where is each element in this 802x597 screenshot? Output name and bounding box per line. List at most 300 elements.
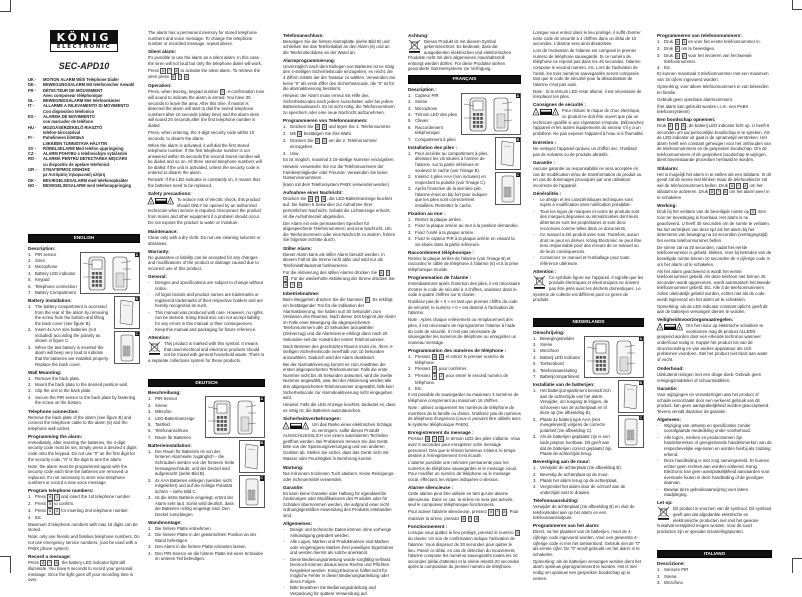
list-marker: - bbox=[533, 196, 535, 202]
list-marker: 2. bbox=[28, 501, 32, 507]
list-marker: 2. bbox=[657, 573, 661, 579]
list-marker: 7. bbox=[28, 289, 32, 295]
language-title: Con dispositivo telefonico bbox=[43, 108, 95, 114]
section-heading: Inbetriebnahme: bbox=[283, 290, 320, 296]
bullet-list-item bbox=[533, 255, 644, 266]
figure-b bbox=[618, 380, 644, 413]
list-item-text: Compartiment à piles bbox=[415, 136, 456, 142]
numbered-list-item bbox=[657, 53, 772, 65]
paragraph: De sirene zal na 20 seconden, nadat het eerste telefoonnummer is gebeld, klinken. Voer bij betreden van de beveiligde ruimte binnen 10 seconden de 4 cijferige code in om het alarm uit te schakelen. bbox=[657, 244, 772, 267]
figure-c bbox=[114, 331, 140, 364]
numbered-list-item bbox=[28, 258, 77, 264]
list-item-text: Conservez ce manuel et l'emballage pour toute référence ultérieure. bbox=[540, 255, 630, 266]
list-marker: 1. bbox=[148, 526, 152, 532]
list-item-text: Microfoon bbox=[540, 348, 559, 354]
keypad-key-icon: * bbox=[387, 270, 389, 275]
svg-text:!: ! bbox=[150, 199, 152, 205]
list-marker: 3. bbox=[533, 434, 537, 440]
list-item-text: Etc. bbox=[664, 65, 672, 71]
list-item-text: Druk # om te bevestigen. bbox=[664, 45, 716, 51]
paragraph: Pressez 8 * 8 , le témoin LED des piles s'allume. Vous avez 6 secondes pour enregistrer votre message personnel. Dès que le témoin lumineux s'éteint, le temps destiné à l'enregistrement s'est écoulé. bbox=[408, 435, 521, 459]
list-item-text: Siren bbox=[35, 258, 46, 264]
language-section-header: NEDERLANDS bbox=[533, 318, 644, 326]
section-heading: Een boodschap opnemen: bbox=[657, 117, 716, 123]
numbered-list-item bbox=[657, 567, 772, 573]
list-item-text: Bevestig de achterplaat op de muur. bbox=[540, 471, 609, 477]
figure-label: B bbox=[260, 441, 264, 446]
paragraph: Press 8 * 8 , the battery LED indicator light will illuminate. You have 6 seconds to record your personal message. Once the light goes off your recording time is over. bbox=[28, 559, 134, 583]
bullet-list-item bbox=[283, 539, 396, 556]
section-heading: Entretien : bbox=[533, 140, 557, 146]
figure-label: C bbox=[135, 331, 139, 336]
list-marker: 3. bbox=[28, 344, 32, 350]
language-code: DK - bbox=[28, 177, 37, 183]
notice-text: Dieses Produkt ist mit diesem Symbol gekennzeichnet. Es bedeutet, dass die ausgedienten elektrischen und elektronischen Produkte nicht mit dem allgemeinen Haushaltsmüll entsorgt werden dürfen. Für diese Produkte stehen gesonderte Sammelsysteme zur Verfügung. bbox=[408, 38, 512, 72]
numbered-list-item bbox=[28, 290, 77, 296]
caution-warning-icon bbox=[283, 422, 309, 432]
notice-paragraph bbox=[408, 39, 521, 73]
keypad-key-icon: # bbox=[676, 46, 679, 51]
numbered-list-item bbox=[148, 544, 265, 550]
list-item-text: Keypad bbox=[35, 277, 50, 283]
list-marker: 7. bbox=[408, 136, 412, 142]
paragraph: Nur mit einem trockenen Tuch säubern. Keine Reinigungs- oder Scheuermittel verwenden. bbox=[283, 470, 395, 482]
list-item-text: Wijziging van ontwerp en specificaties zonder voorafgaande mededeling onder voorbehoud. bbox=[664, 422, 751, 434]
list-marker: 1. bbox=[657, 567, 661, 573]
keypad-key-icon: # bbox=[175, 68, 178, 73]
list-marker: 2. bbox=[148, 477, 152, 483]
column-1 bbox=[28, 30, 140, 583]
list-item-text: Ist die letzte Batterie eingelegt, ertönt der Alarm sehr laut. Somit wird deutlich, dass die Batterien richtig eingelegt sind. Den Deckel zurücklegen. bbox=[155, 495, 234, 517]
list-item-text: Clavier bbox=[415, 118, 429, 124]
numbered-list-item bbox=[533, 355, 581, 361]
list-marker: - bbox=[533, 255, 535, 261]
keypad-key-icon: 8 bbox=[669, 124, 672, 129]
keypad-key-icon: 1 bbox=[440, 354, 443, 359]
bullet-list-item bbox=[533, 197, 644, 208]
notice-text: Um das Risiko eines elektrischen Schlags zu verringern, sollte dieses Produkt AUSSCHLIESSLICH von einem autorisierten Techniker geöffnet werden. Bei Problemen trennen Sie das Gerät bitte von der Spannungsversorgung und von anderen Geräten ab. Stellen Sie sicher, dass das Gerät nicht mit Wasser oder Feuchtigkeit in Berührung kommt. bbox=[283, 421, 392, 461]
keypad-key-icon: # bbox=[316, 125, 319, 130]
bullet-list-item bbox=[148, 280, 265, 291]
list-item-text: Mikrofon bbox=[155, 409, 172, 415]
paragraph: Remark: If the LED indicator is constantly on, it means that the batteries need to be replaced. bbox=[148, 177, 260, 189]
list-item-text: Plaats 4x batterij type AAA (niet meegeleverd) volgens de correcte polariteit (zie afbeelding C). bbox=[540, 416, 605, 433]
numbered-list-item bbox=[148, 478, 236, 495]
numbered-list-item bbox=[533, 484, 644, 495]
keypad-key-icon: # bbox=[433, 354, 436, 359]
numbered-list-item bbox=[28, 277, 77, 283]
list-marker: 7. bbox=[533, 373, 537, 379]
language-code: NO - bbox=[28, 182, 37, 188]
caution-warning-icon bbox=[148, 197, 174, 207]
list-marker: 3. bbox=[148, 495, 152, 501]
language-code: HU - bbox=[28, 124, 37, 130]
keypad-key-icon: * bbox=[676, 124, 678, 129]
language-title: con marcador de teléfono bbox=[43, 119, 94, 125]
keypad-key-icon: 8 bbox=[284, 283, 287, 288]
list-item-text: Retirez la plaque arrière. bbox=[415, 216, 463, 222]
language-title: ALARM POHYBU s telefonickým vytáčením bbox=[43, 151, 128, 157]
keypad-key-icon: * bbox=[433, 436, 435, 441]
section-heading: General: bbox=[148, 273, 168, 279]
paragraph: Note : utilisez uniquement les numéros de téléphone de membres de la famille ou d'amis. N'utilisez pas de numéros de téléphone d'urgences (ceux-ci peuvent être utilisés avec le système téléphonique PABX). bbox=[408, 405, 521, 427]
list-marker: 3. bbox=[657, 580, 661, 585]
numbered-list-item bbox=[148, 435, 202, 441]
list-item-text: Telefonanschluss bbox=[155, 428, 188, 434]
numbered-list-item bbox=[283, 138, 396, 150]
list-item-text: All logos brands and product names are trademarks or registered trademarks of their respective holders and are hereby recognized as such. bbox=[155, 291, 263, 309]
section-heading: Record a message: bbox=[28, 553, 71, 559]
section-heading: Programmeren van het alarm: bbox=[533, 523, 600, 529]
numbered-list-item bbox=[657, 580, 772, 586]
list-marker: 1. bbox=[533, 335, 537, 341]
bullet-list-item bbox=[657, 458, 772, 486]
figure-a bbox=[205, 396, 265, 438]
list-marker: 4. bbox=[657, 65, 661, 71]
paragraph: N'utilisez pas de « 0 » en tant que premier chiffre du code de sécurité, le numéro « 0 » est destiné à l'activation de l'alarme. bbox=[408, 299, 518, 316]
bullet-list-item bbox=[283, 585, 396, 596]
section-heading: Alarmprogrammierung: bbox=[283, 57, 336, 63]
keypad-key-icon: # bbox=[49, 495, 52, 500]
list-marker: 6. bbox=[148, 428, 152, 434]
language-code: GR - bbox=[28, 167, 37, 173]
language-code: FR - bbox=[28, 87, 36, 93]
language-title: ALARMA DE MOVIMIENTO bbox=[43, 114, 95, 120]
list-marker: 2. bbox=[408, 99, 412, 105]
keypad-key-icon: * bbox=[316, 197, 318, 202]
list-marker: 3. bbox=[28, 508, 32, 514]
list-marker: 7. bbox=[148, 434, 152, 440]
list-item-text: Als de batterijen geplaatst zijn is een luide piepton hoorbaar. Dit geeft aan dat de batterijen correct geplaatst zijn. Plaats de achterzijde terug. bbox=[540, 434, 613, 457]
language-section-header: ENGLISH bbox=[28, 234, 140, 242]
paragraph: Aucune garantie ou responsabilité ne sera acceptée en cas de modification et/ou de transformation du produit ou en cas de dommages provoqués par une utilisation incorrecte de l'appareil. bbox=[533, 165, 642, 188]
list-marker: 2. bbox=[533, 471, 537, 477]
list-item-text: Tous les logos de marques et noms de produits sont des marques déposées ou immatriculées dont leurs détenteurs sont les propriétaires et sont donc reconnues comme telles dans ce documents. bbox=[540, 208, 640, 231]
figure-label: B bbox=[639, 380, 643, 385]
list-marker: - bbox=[283, 527, 285, 533]
language-title: DÉTECTEUR DE MOUVEMENT bbox=[43, 87, 103, 93]
bullet-list-item bbox=[533, 232, 644, 254]
list-item-text: Het batterijcompartiment bevindt zich aan de achterzijde van het alarm. Verwijder, om toegang te krijgen, de schroeven van de achterplaat en til deze op (zie afbeelding B). bbox=[540, 388, 611, 416]
numbered-list-item bbox=[28, 345, 111, 367]
keypad-key-icon: 8 bbox=[724, 189, 727, 194]
list-marker: - bbox=[148, 309, 150, 315]
weee-crossed-bin-icon bbox=[408, 39, 421, 55]
list-marker: 2. bbox=[28, 258, 32, 264]
list-marker: 3. bbox=[148, 544, 152, 550]
section-heading: Descrizione: bbox=[657, 561, 685, 567]
numbered-list-item bbox=[28, 515, 140, 521]
keypad-key-icon: 8 bbox=[475, 516, 478, 521]
numbered-list-item bbox=[148, 422, 202, 428]
paragraph: Der Alarm ein eine permanenten Speicher für abgespeicherte Telefonnummern und eine Nachricht. Um die Telefonnummern oder eine Nachricht zu ändern, führen Sie folgende Schritte durch. bbox=[283, 220, 396, 243]
section-spacer bbox=[533, 304, 644, 316]
language-title: BEVÆGELSESALARM med telefonopkalder bbox=[43, 177, 129, 183]
list-marker: 1. bbox=[657, 38, 661, 44]
keypad-key-icon: 2 bbox=[56, 509, 59, 514]
column-5 bbox=[533, 30, 644, 581]
list-marker: 3. bbox=[533, 478, 537, 484]
language-code: SV - bbox=[28, 145, 36, 151]
keypad-key-icon: 1 bbox=[683, 39, 686, 44]
language-section-header: FRANÇAIS bbox=[408, 75, 521, 83]
language-title: RÖRELSELARM Med telefon uppringning bbox=[43, 145, 124, 151]
section-heading: Veiligheidsvoorzorgsmaatregelen: bbox=[657, 317, 734, 323]
list-item-text: Pressez # 1 et entrez le premier numéro de téléphone. bbox=[415, 353, 505, 366]
list-item-text: Press # to confirm. bbox=[35, 501, 75, 507]
numbered-list-item bbox=[28, 304, 111, 326]
paragraph: Ne nettoyez l'appareil qu'avec un chiffon sec. N'utilisez pas de solvants ou de produits abrasifs. bbox=[533, 146, 638, 157]
section-heading: Stiller Alarm: bbox=[283, 245, 313, 251]
list-item-text: Den PIR-Sensor an die hintere Platte mit einer Schraube im unteren Teil befestigen. bbox=[155, 550, 263, 562]
list-marker: - bbox=[657, 486, 659, 492]
list-item-text: When the last battery is inserted the alarm will beep very loud to indicate that the batteries are installed properly. Replace the back cover. bbox=[35, 344, 109, 367]
notice-paragraph bbox=[657, 323, 772, 362]
numbered-list-item bbox=[283, 124, 396, 130]
notice-text: This product is marked with this symbol. It means that used electrical and electronic products should not be mixed with general household waste. There is a separate collections system for these products. bbox=[148, 341, 265, 363]
language-title: Avec composeur téléphonique bbox=[43, 92, 103, 98]
numbered-list-item bbox=[657, 39, 772, 45]
section-heading: Silent alarm: bbox=[148, 49, 177, 55]
keypad-key-icon: 8 bbox=[185, 75, 188, 80]
list-marker: 3. bbox=[408, 373, 412, 379]
keypad-key-icon: # bbox=[433, 374, 436, 379]
list-marker: 1. bbox=[408, 150, 412, 156]
keypad-key-icon: # bbox=[744, 183, 747, 188]
list-item-text: Keep this manual and packaging for future reference. bbox=[155, 327, 257, 333]
numbered-list-item bbox=[408, 112, 458, 118]
list-item-text: Ce manuel a été produit avec soin. Toutefois, aucun droit ne peut en dériver. König Electronic ne peut être tenu responsable pour des erreurs de ce manuel ou de leurs conséquences. bbox=[540, 231, 642, 254]
list-marker: 3. bbox=[408, 186, 412, 192]
keypad-key-icon: # bbox=[676, 53, 679, 58]
list-item-text: Sirena bbox=[664, 573, 677, 579]
language-title: cu dispozitiv de apelare telefonică bbox=[43, 161, 110, 167]
keypad-key-icon: 2 bbox=[323, 139, 326, 144]
list-marker: - bbox=[148, 327, 150, 333]
notice-text: Om het risico op elektrische schokken te voorkomen mag dit product ALLEEN geopend worden door een erkende technicus wanneer onderhoud nodig is. Koppel het product los van de stroomvoeding en van andere apparatuur als zich problemen voordoen. Stel het product niet bloot aan water of vocht. bbox=[657, 323, 768, 362]
section-heading: Battery installation: bbox=[28, 298, 72, 304]
figure-label: C bbox=[516, 172, 520, 177]
list-item-text: Telephone connection bbox=[35, 283, 77, 289]
list-marker: 4. bbox=[148, 415, 152, 421]
section-heading: Beschreibung: bbox=[148, 390, 181, 396]
numbered-list-item bbox=[28, 508, 140, 514]
keypad-key-icon: * bbox=[469, 516, 471, 521]
section-heading: Garantie : bbox=[533, 159, 555, 165]
crop-mark bbox=[792, 9, 802, 10]
numbered-list-item bbox=[408, 230, 521, 236]
list-item-text: Témoin LED des piles bbox=[415, 112, 458, 118]
paragraph: Cette alarme peut être utilisée en tant qu'une alarme silencieuse. Dans ce cas, la sirène ne sera pas activée, seul le composeur téléphonique fonctionnera. bbox=[408, 491, 514, 508]
list-item-text: Microfono bbox=[664, 580, 683, 585]
notice-paragraph bbox=[657, 506, 772, 534]
section-heading: Programmieren von Telefonnummern: bbox=[283, 118, 368, 124]
konig-logo bbox=[50, 30, 118, 52]
paragraph: Beseitigen Sie die hintere Alarmplatte (siehe Bild B) und schließen Sie das Telefonkabel an den Alarm (6) und an die Telefonsteckdose an der Wand an. bbox=[283, 38, 390, 55]
list-marker: 5. bbox=[533, 361, 537, 367]
list-marker: 6. bbox=[28, 283, 32, 289]
list-marker: - bbox=[657, 434, 659, 440]
language-title: ALLARME A RILEVAMENTO DI MOVIMENTO bbox=[43, 103, 129, 109]
section-heading: Werking: bbox=[657, 203, 677, 209]
column-2 bbox=[148, 30, 265, 562]
list-item-text: 4x AAA Batterien einlegen (werden nicht mitgeliefert) und auf die richtige Polarität achten – siehe Bild C. bbox=[155, 477, 232, 494]
paragraph: Opmerking: als de LED indicator constant oplicht, geeft dit aan de batterijen vervangen dienen te worden. bbox=[657, 303, 768, 315]
section-heading: Aufnahme einer Nachricht: bbox=[283, 190, 343, 196]
language-title: ΣΥΝΑΓΕΡΜΟΣ ΚΙΝΗΣΗΣ bbox=[43, 167, 91, 173]
list-item-text: Mit # bestätigen Sie Ihre Wahl. bbox=[290, 131, 352, 137]
column-4 bbox=[408, 30, 521, 570]
list-marker: 1. bbox=[148, 396, 152, 402]
list-marker: 4. bbox=[148, 550, 152, 556]
list-marker: 3. bbox=[533, 348, 537, 354]
list-item-text: Insérez 4 piles AAA (non incluses) en respectant la polarité (voir l'image C). bbox=[415, 174, 487, 185]
numbered-list-item bbox=[408, 118, 458, 124]
paragraph: Uitsluitend reinigen met een droge doek. Gebruik geen reinigingsmiddelen of schuurmiddelen. bbox=[657, 372, 762, 383]
numbered-list-item bbox=[28, 501, 140, 507]
language-list bbox=[28, 77, 140, 188]
list-marker: - bbox=[533, 208, 535, 214]
paragraph: Opmerking: voer alleen telefoonnummers in van bekenden en familie. bbox=[657, 84, 769, 95]
paragraph: Es ist möglich, maximal 3 16-stellige Nummer einzugeben. bbox=[283, 157, 395, 162]
section-heading: Description : bbox=[408, 86, 437, 92]
numbered-list-item bbox=[408, 186, 492, 208]
numbered-list-item bbox=[533, 342, 581, 348]
figure-b bbox=[114, 296, 140, 329]
keypad-key-icon: # bbox=[316, 139, 319, 144]
list-marker: 1. bbox=[148, 448, 152, 454]
list-item-text: Sirene bbox=[155, 402, 168, 408]
numbered-list-item bbox=[533, 374, 581, 380]
paragraph: Pour activer l'alarme silencieuse, pressez # * # . Pour réactiver la sirène, pressez 8 * 8 . bbox=[408, 509, 519, 521]
language-code: FI - bbox=[28, 135, 35, 141]
caution-warning-icon bbox=[657, 323, 683, 333]
numbered-list-item bbox=[657, 574, 772, 580]
section-heading: Maintenance: bbox=[148, 229, 178, 234]
section-heading: Achtung: bbox=[408, 32, 429, 38]
section-heading: Wall Mounting: bbox=[28, 369, 62, 375]
list-item-text: Microphone bbox=[35, 264, 58, 270]
section-heading: Allgemeines: bbox=[283, 521, 313, 527]
svg-text:!: ! bbox=[169, 199, 172, 205]
language-title: LIIKKEEN TUNNISTAVA HÄLYTIN bbox=[43, 140, 108, 146]
keypad-key-icon: 8 bbox=[298, 283, 301, 288]
crop-mark bbox=[0, 11, 10, 12]
logo-brand: KÖNIG bbox=[51, 31, 117, 44]
numbered-list-item bbox=[28, 284, 77, 290]
list-marker: 1. bbox=[28, 494, 32, 500]
figure-label: C bbox=[260, 476, 264, 481]
section-heading: Telefonanschluss: bbox=[283, 32, 324, 38]
language-code: ES - bbox=[28, 114, 36, 120]
list-marker: 3. bbox=[28, 388, 32, 394]
section-heading: Telephone connection: bbox=[28, 408, 79, 414]
language-title: BEWEGUNGSALARM Mit telefonischer Anwahl bbox=[43, 82, 135, 88]
list-item-text: Pressez # pour confirmer. bbox=[415, 366, 468, 372]
figure-b bbox=[239, 440, 265, 473]
list-marker: 1. bbox=[283, 124, 287, 130]
section-spacer bbox=[657, 536, 772, 548]
list-item-text: Remove the back plate. bbox=[35, 375, 81, 381]
list-marker: 6. bbox=[408, 124, 412, 130]
paragraph: Press, when entering, the 4-digit security code within 10 seconds, to disarm the alarm. bbox=[148, 129, 255, 141]
paragraph: Druk 8 * 8 , de batterij LED indicator licht op. U heeft 6 seconden om uw persoonlijke boodschap in te spreken. Als de LED indicator uit gaat is de opnametijd verstreken. Het alarm heeft een constant geheugen voor het onthouden van de telefoonnummers en de gesproken boodschap. Om de telefoonnummers of de gesproken boodschap te wijzigen, dient bovenstaande procedure herhaald te worden. bbox=[657, 123, 771, 163]
keypad-key-icon: 0 bbox=[516, 531, 519, 536]
numbered-list-item bbox=[408, 106, 458, 112]
list-item-text: Après l'insertion de la dernière pile, l'alarme émet un bip fort pour indiquer que les piles sont correctement installées. Remettez le cache. bbox=[415, 186, 488, 208]
paragraph: Lors de l'activation de l'alarme est composé le premier numéro de téléphone sauvegardé. Si ce numéro de téléphone ne répond pas dans les 45 secondes, l'alarme compose le second numéro, etc. Lors de l'activation de l'unité, les trois numéros sauvegardés seront composés tant que le code de sécurité pour la désactivation de l'alarme n'est pas saisi. bbox=[533, 48, 641, 87]
paragraph: Hinweis: Falls die LED-Anzeige leuchtet, bedeutet es, dass es nötig ist, die Batterien auszutauschen. bbox=[283, 402, 396, 413]
weee-crossed-bin-icon bbox=[533, 275, 546, 291]
numbered-list-item bbox=[533, 465, 644, 471]
list-marker: 4. bbox=[533, 354, 537, 360]
section-heading: Programming the alarm: bbox=[28, 433, 83, 439]
numbered-list-item bbox=[533, 434, 615, 456]
section-heading: Batterieinstallation: bbox=[148, 442, 192, 448]
paragraph: Maximum 3 telephone numbers with max 16 digits can be stored. bbox=[28, 521, 138, 533]
section-heading: Description: bbox=[28, 245, 56, 251]
paragraph: Gebruik geen openbare alarmnummers. bbox=[657, 96, 734, 102]
notice-text: Pour réduire le risque de choc électrique, ce produit ne doit être ouvert que par un technicien qualifié si une réparation s'impose. Débranchez l'appareil et les autres équipements du secteur s'il y a un problème. Ne pas exposer l'appareil à l'eau ni à l'humidité. bbox=[533, 108, 644, 136]
paragraph: Als het alarm geactiveerd is wordt het eerste telefoonnummer gebeld. Als deze telefoon niet binnen 45 seconden wordt opgenomen, wordt automatisch het tweede telefoonnummer gebeld. Etc. Alle 3 de telefoonnummers zullen uiteindelijk gebeld worden, echter niet als de code wordt ingevoerd om het alarm uit te schakelen. bbox=[657, 268, 771, 302]
numbered-list-item bbox=[533, 388, 615, 416]
keypad-key-icon: 8 bbox=[439, 436, 442, 441]
list-marker: - bbox=[533, 231, 535, 237]
keypad-key-icon: # bbox=[49, 502, 52, 507]
numbered-list-item bbox=[408, 151, 492, 173]
language-title: telefon-tárcsázóval bbox=[43, 129, 81, 135]
language-section-header: DEUTSCH bbox=[148, 379, 265, 387]
list-item-text: Raccordement téléphonique bbox=[415, 124, 443, 136]
numbered-list-item bbox=[533, 472, 644, 478]
list-item-text: Alle logo's, merken en productnamen zijn handelsmerken of geregistreerde handelsmerken van de respectievelijke eigenaren en worden hierbij als zodanig erkend. bbox=[664, 434, 772, 457]
list-item-text: LED-Batterieanzeige bbox=[155, 415, 195, 421]
keypad-key-icon: * bbox=[291, 283, 294, 288]
keypad-key-icon: * bbox=[179, 75, 181, 80]
numbered-list-item bbox=[28, 382, 140, 388]
list-item-text: Le design et les caractéristiques techniques sont sujets à modification sans notification préalable. bbox=[540, 196, 633, 208]
list-marker: 2. bbox=[28, 327, 32, 333]
figure-label: A bbox=[260, 397, 264, 402]
section-heading: Let op: bbox=[657, 500, 673, 506]
list-item-text: Bewaar deze gebruiksaanwijzing voor latere raadpleging. bbox=[664, 486, 749, 498]
model-number: SEC-APD10 bbox=[58, 61, 110, 71]
section-heading: Algemeen: bbox=[657, 416, 681, 422]
paragraph: Unverzüglich nach dem Einlegen von Batterien ist es nötig den 4-stelligen Sicherheitscode einzugeben, es reicht, die 4 Ziffern mittels der der Tastatur zu wählen. Verwenden Sie keine “0” als erste Ziffer des Sicherheitscode, die “0” ist für die alarmaktivierung bestimmt. bbox=[283, 63, 396, 92]
crop-mark bbox=[0, 556, 10, 557]
list-item-text: Batterijcompartiment bbox=[540, 373, 580, 379]
list-item-text: Batterij LED indicator bbox=[540, 354, 581, 360]
bullet-list-item bbox=[657, 423, 772, 434]
crop-mark bbox=[10, 556, 11, 573]
list-marker: 4. bbox=[408, 386, 412, 392]
figure-a bbox=[80, 252, 140, 294]
keypad-key-icon: * bbox=[49, 560, 51, 565]
list-marker: 4. bbox=[28, 394, 32, 400]
crop-mark bbox=[792, 558, 793, 573]
list-item-text: Battery LED indicator bbox=[35, 270, 76, 276]
section-heading: Sicherheitsvorkehrungen: bbox=[283, 415, 342, 421]
list-marker: 2. bbox=[533, 416, 537, 422]
section-spacer bbox=[148, 365, 265, 377]
list-item-text: Microphone bbox=[415, 105, 438, 111]
language-title: BEVEGELSESALARM med telefonoppringing bbox=[43, 182, 132, 188]
section-heading: Onderhoud: bbox=[657, 366, 684, 372]
keypad-key-icon: 2 bbox=[440, 374, 443, 379]
list-marker: 5. bbox=[408, 118, 412, 124]
list-marker: 1. bbox=[408, 353, 412, 359]
list-marker: 4. bbox=[408, 112, 412, 118]
